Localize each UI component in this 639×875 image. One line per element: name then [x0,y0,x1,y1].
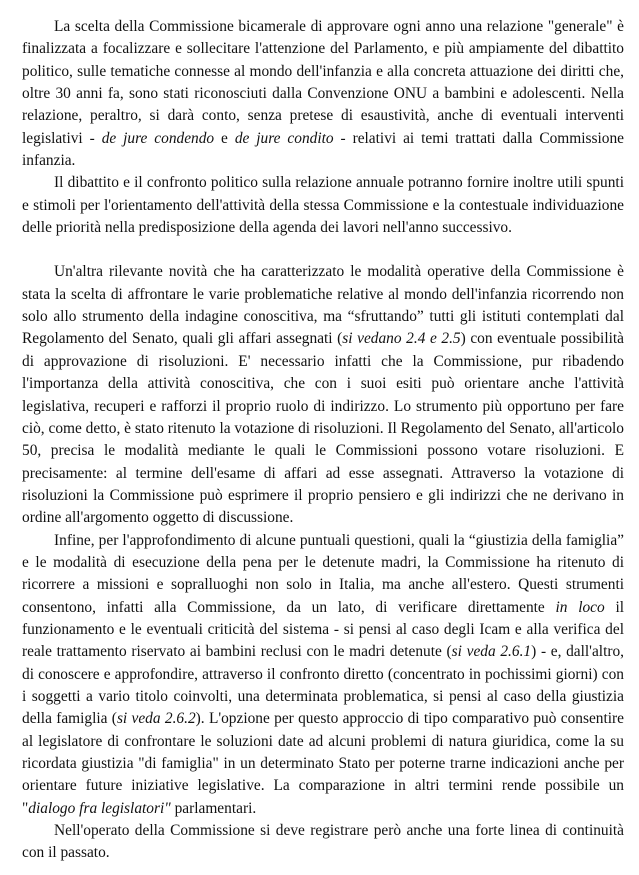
text-run: Infine, per l'approfondimento di alcune puntuali questioni, quali la “giustizia della famiglia” e le modalità di esecuzione della pena per le detenute madri, la Commissione ha ritenuto di ricorrere a missioni e sopralluoghi non solo in Italia, ma anche all'estero. Questi strumenti consentono, infatti alla Commissione, da un lato, di verificare direttamente [22,531,624,616]
text-run: - relativi ai temi trattati dalla Commissione infanzia. [22,129,624,170]
text-run: Nell'operato della Commissione si deve registrare però anche una forte linea di continuità con il passato. [22,822,624,862]
paragraph-dibattito-relazione [22,172,624,239]
italic-run: si vedano 2.4 e 2.5 [342,330,461,348]
document-page [22,16,624,865]
italic-run: si veda 2.6.2 [116,710,196,728]
text-run: ). L'opzione per questo approccio di tipo comparativo può consentire al legislatore di confrontare le soluzioni date ad alcuni problemi di natura giuridica, come la su ricordata giustizia "di famiglia" in un determinato Stato per poterne trarne indicazioni anche per orientare future iniziative legislative. La comparazione in altri termini rende possibile un " [22,710,624,817]
text-run: Il dibattito e il confronto politico sulla relazione annuale potranno fornire inoltre utili spunti e stimoli per l'orientamento dell'attività della stessa Commissione e la contestuale individuazione delle priorità nella predisposizione della agenda dei lavori nell'anno successivo. [22,174,624,237]
text-run: ) con eventuale possibilità di approvazione di risoluzioni. E' necessario infatti che la Commissione, pur ribadendo l'importanza della attività conoscitiva, che con i suoi esiti può orientare anche l'attività legislativa, recuperi e rafforzi il proprio ruolo di indirizzo. Lo strumento più opportuno per fare ciò, come detto, è stato ritenuto la votazione di risoluzioni. Il Regolamento del Senato, all'articolo 50, precisa le modalità mediante le quali le Commissioni possono votare risoluzioni. E precisamente: al termine dell'esame di affari ad esse assegnati. Attraverso la votazione di risoluzioni la Commissione può esprimere il proprio pensiero e gli indirizzi che ne derivano in ordine all'argomento oggetto di discussione. [22,330,624,527]
text-run: il funzionamento e le eventuali criticità del sistema - si pensi al caso degli Icam e alla verifica del reale trattamento riservato ai bambini reclusi con le madri detenute ( [22,598,624,661]
text-run: e [214,129,235,147]
italic-run: si veda 2.6.1 [451,643,532,661]
text-run: Un'altra rilevante novità che ha caratterizzato le modalità operative della Commissione è stata la scelta di affrontare le varie problematiche relative al mondo dell'infanzia ricorrendo non solo allo strumento della indagine conoscitiva, ma “sfruttando” tutti gli istituti contemplati dal Regolamento del Senato, quali gli affari assegnati ( [22,263,624,348]
italic-run: in loco [555,598,605,616]
italic-run: de jure condendo [101,129,215,147]
paragraph-relazione-generale [22,16,624,172]
italic-run: de jure condito [234,129,334,147]
text-run: La scelta della Commissione bicamerale di approvare ogni anno una relazione "generale" è finalizzata a focalizzare e sollecitare l'attenzione del Parlamento, e più ampiamente del dibattito politico, sulle tematiche connesse al mondo dell'infanzia e alla concreta attuazione dei diritti che, oltre 30 anni fa, sono stati riconosciuti dalla Convenzione ONU a bambini e adolescenti. Nella relazione, peraltro, si darà conto, senza pretese di esaustività, anche di eventuali interventi legislativi - [22,18,624,147]
paragraph-missioni-sopralluoghi [22,530,624,820]
text-run: ) - e, dall'altro, di conoscere e approfondire, attraverso il confronto diretto (concentrato in pochissimi giorni) con i soggetti a vario titolo coinvolti, una determinata problematica, si pensi al caso della giustizia della famiglia ( [22,643,625,728]
text-run: parlamentari. [170,799,257,817]
paragraph-continuita [22,820,624,865]
italic-run: dialogo fra legislatori" [28,799,171,817]
paragraph-affari-assegnati [22,261,624,529]
